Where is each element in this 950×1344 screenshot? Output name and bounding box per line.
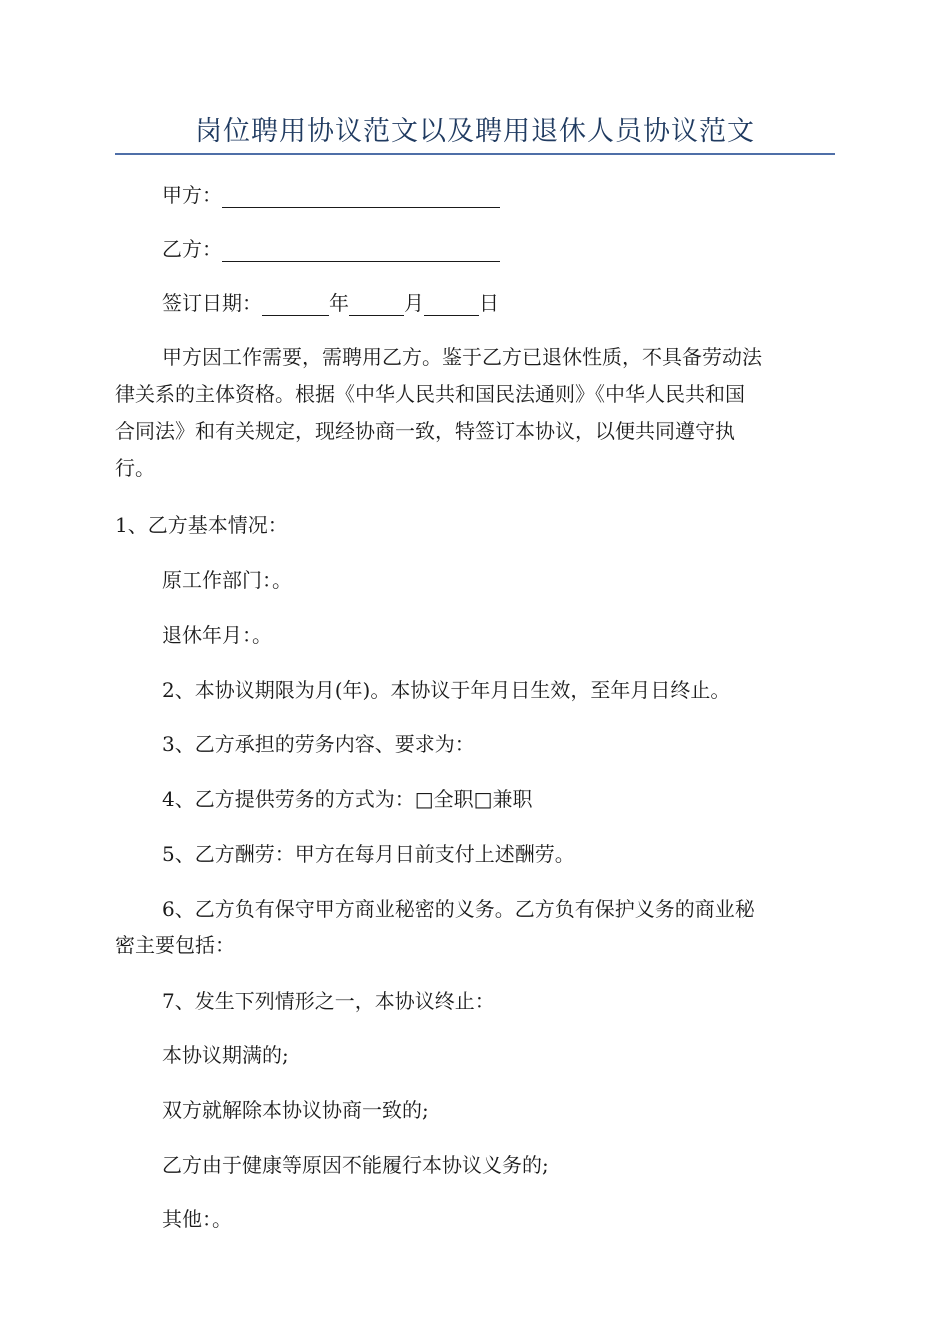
original-department-line: 原工作部门：。 (162, 568, 292, 592)
item-5: 5、乙方酬劳：甲方在每月日前支付上述酬劳。 (162, 842, 575, 866)
sign-date-line (162, 285, 835, 321)
party-b-blank (222, 237, 500, 262)
party-a-blank (222, 183, 500, 208)
party-a-line (162, 177, 835, 213)
sign-date-label: 签订日期： (162, 291, 262, 315)
document-title: 岗位聘用协议范文以及聘用退休人员协议范文 (195, 116, 755, 147)
month-blank (349, 291, 404, 316)
termination-condition-1: 本协议期满的; (162, 1043, 289, 1067)
party-b-line (162, 231, 835, 267)
termination-condition-3: 乙方由于健康等原因不能履行本协议义务的; (162, 1153, 549, 1177)
title-underline (115, 153, 835, 155)
termination-condition-other: 其他：。 (162, 1207, 232, 1231)
item-7: 7、发生下列情形之一，本协议终止： (162, 989, 495, 1013)
party-b-label: 乙方： (162, 237, 222, 261)
item-3: 3、乙方承担的劳务内容、要求为： (162, 732, 475, 756)
day-blank (424, 291, 479, 316)
intro-paragraph-line-2: 律关系的主体资格。根据《中华人民共和国民法通则》《中华人民共和国 (115, 382, 745, 406)
party-a-label: 甲方： (162, 183, 222, 207)
item-6-line-1: 6、乙方负有保守甲方商业秘密的义务。乙方负有保护义务的商业秘 (162, 897, 755, 921)
termination-condition-2: 双方就解除本协议协商一致的; (162, 1098, 429, 1122)
section-1-heading: 1、乙方基本情况： (115, 513, 288, 537)
day-label: 日 (479, 291, 499, 315)
item-4: 4、乙方提供劳务的方式为：□全职□兼职 (162, 787, 533, 811)
item-6-line-2: 密主要包括： (115, 933, 235, 957)
retire-date-line: 退休年月：。 (162, 623, 272, 647)
intro-paragraph-line-4: 行。 (115, 456, 155, 480)
year-label: 年 (329, 291, 349, 315)
intro-paragraph-line-3: 合同法》和有关规定，现经协商一致，特签订本协议，以便共同遵守执 (115, 419, 735, 443)
year-blank (262, 291, 329, 316)
intro-paragraph-line-1: 甲方因工作需要，需聘用乙方。鉴于乙方已退休性质，不具备劳动法 (162, 345, 762, 369)
item-2: 2、本协议期限为月(年)。本协议于年月日生效，至年月日终止。 (162, 678, 731, 702)
month-label: 月 (404, 291, 424, 315)
